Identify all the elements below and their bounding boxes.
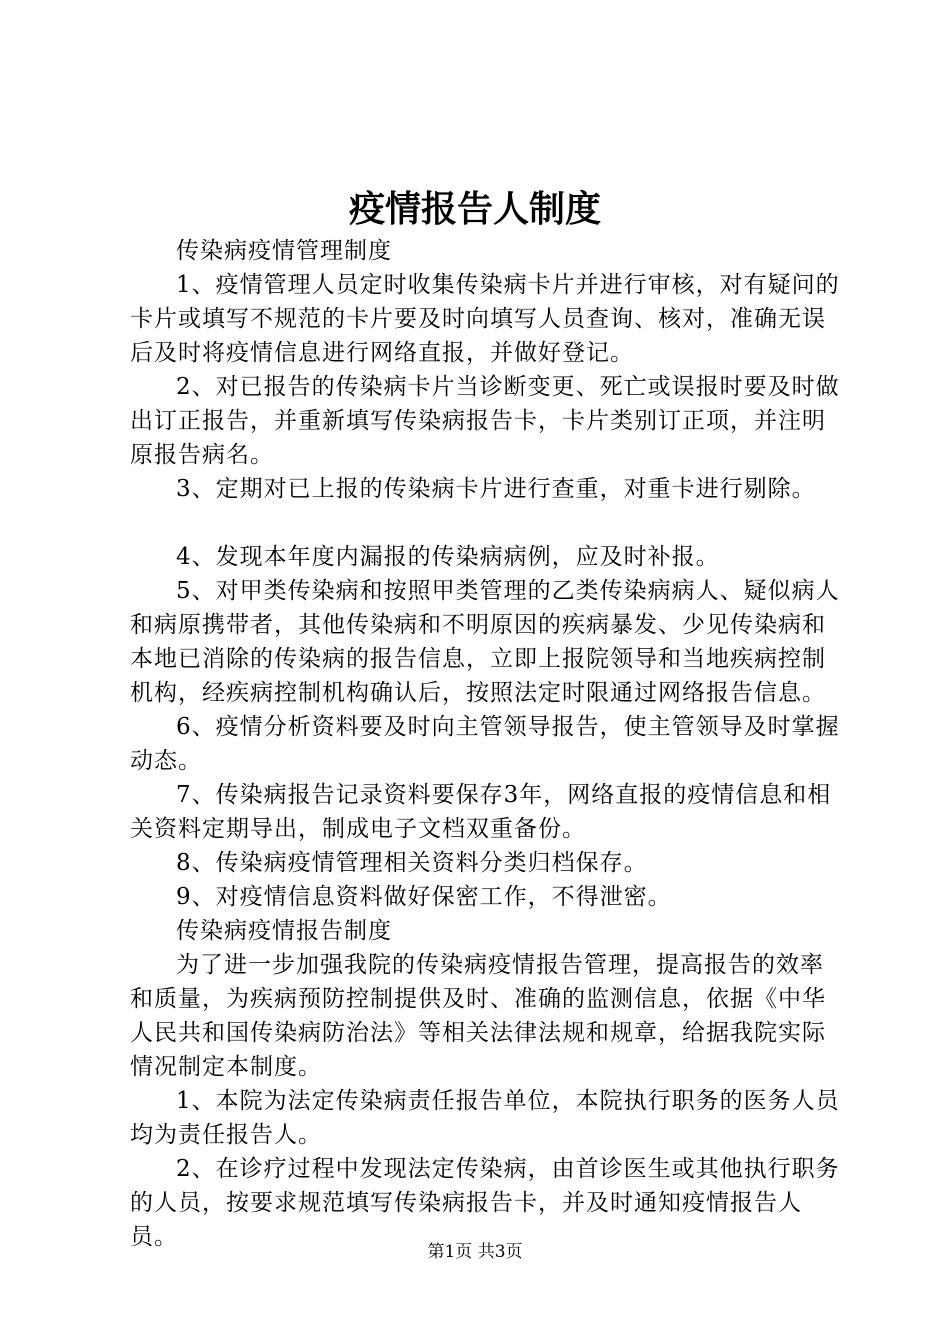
paragraph: 9、对疫情信息资料做好保密工作，不得泄密。 (176, 884, 672, 910)
paragraph: 4、发现本年度内漏报的传染病病例，应及时补报。 (176, 544, 720, 570)
paragraph: 2、对已报告的传染病卡片当诊断变更、死亡或误报时要及时做出订正报告，并重新填写传染病报告卡，卡片类别订正项，并注明原报告病名。 (130, 374, 840, 468)
section-heading-management: 传染病疫情管理制度 (176, 238, 392, 264)
paragraph: 2、在诊疗过程中发现法定传染病，由首诊医生或其他执行职务的人员，按要求规范填写传染病报告卡，并及时通知疫情报告人员。 (130, 1156, 840, 1250)
paragraph: 5、对甲类传染病和按照甲类管理的乙类传染病病人、疑似病人和病原携带者，其他传染病和不明原因的疾病暴发、少见传染病和本地已消除的传染病的报告信息，立即上报院领导和当地疾病控制机构，经疾病控制机构确认后，按照法定时限通过网络报告信息。 (130, 578, 840, 706)
section-heading-reporting: 传染病疫情报告制度 (176, 918, 392, 944)
paragraph: 8、传染病疫情管理相关资料分类归档保存。 (176, 850, 648, 876)
page-number-footer: 第1页 共3页 (427, 1242, 523, 1262)
paragraph: 6、疫情分析资料要及时向主管领导报告，使主管领导及时掌握动态。 (130, 714, 840, 774)
document-body (130, 234, 840, 1254)
paragraph: 7、传染病报告记录资料要保存3年，网络直报的疫情信息和相关资料定期导出，制成电子文档双重备份。 (130, 782, 832, 842)
paragraph: 为了进一步加强我院的传染病疫情报告管理，提高报告的效率和质量，为疾病预防控制提供及时、准确的监测信息，依据《中华人民共和国传染病防治法》等相关法律法规和规章，给据我院实际情况制定本制度。 (130, 952, 826, 1080)
paragraph: 1、本院为法定传染病责任报告单位，本院执行职务的医务人员均为责任报告人。 (130, 1088, 840, 1148)
paragraph: 1、疫情管理人员定时收集传染病卡片并进行审核，对有疑问的卡片或填写不规范的卡片要及时向填写人员查询、核对，准确无误后及时将疫情信息进行网络直报，并做好登记。 (130, 272, 840, 366)
document-title: 疫情报告人制度 (348, 188, 601, 230)
paragraph: 3、定期对已上报的传染病卡片进行查重，对重卡进行剔除。 (176, 476, 816, 502)
